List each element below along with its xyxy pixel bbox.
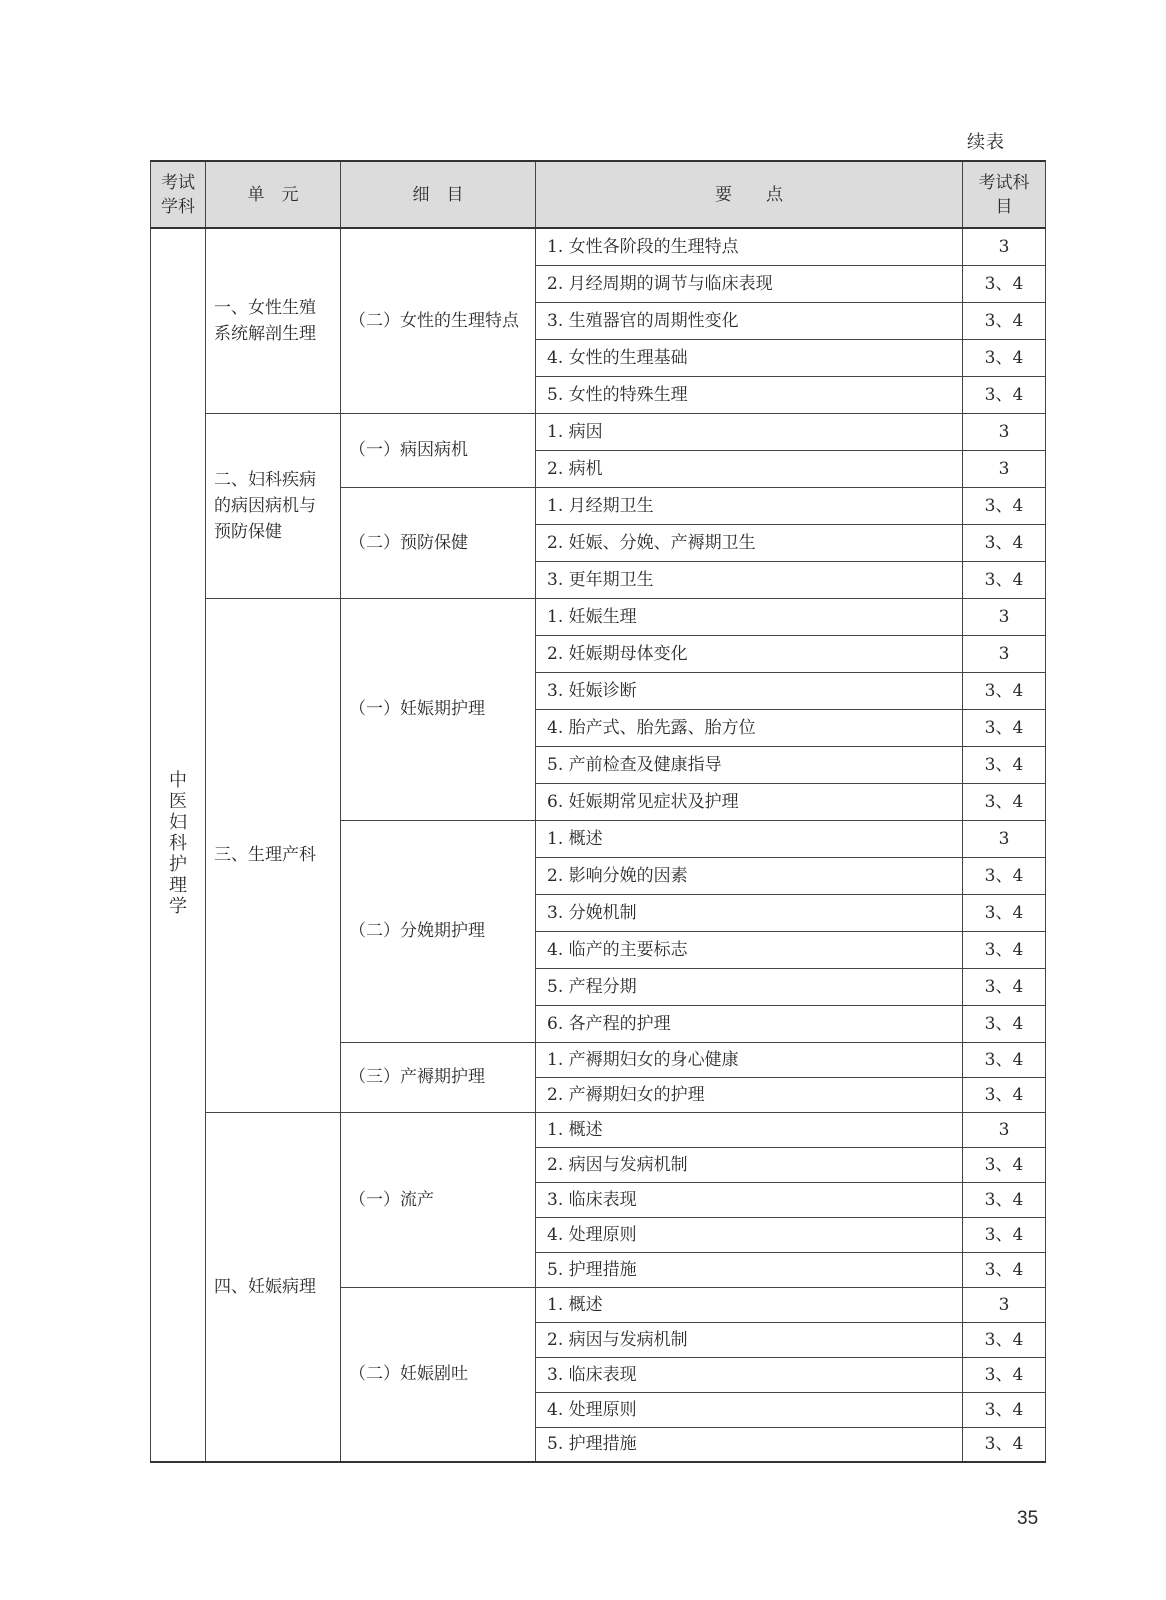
score-cell: 3 [963, 413, 1046, 450]
point-cell: 5. 护理措施 [536, 1252, 963, 1287]
point-cell: 6. 各产程的护理 [536, 1005, 963, 1042]
point-cell: 4. 处理原则 [536, 1217, 963, 1252]
table-row [151, 413, 1046, 450]
point-cell: 4. 处理原则 [536, 1392, 963, 1427]
point-cell: 5. 产程分期 [536, 968, 963, 1005]
table-caption: 续表 [967, 132, 1005, 153]
score-cell: 3、4 [963, 1077, 1046, 1112]
detail-cell: （二）女性的生理特点 [341, 228, 536, 413]
score-cell: 3、4 [963, 1005, 1046, 1042]
point-cell: 1. 概述 [536, 820, 963, 857]
unit-cell: 一、女性生殖系统解剖生理 [206, 228, 341, 413]
syllabus-table [150, 160, 1046, 1463]
point-cell: 6. 妊娠期常见症状及护理 [536, 783, 963, 820]
score-cell: 3、4 [963, 1252, 1046, 1287]
detail-cell: （二）分娩期护理 [341, 820, 536, 1042]
header-score: 考试科目 [963, 161, 1046, 228]
score-cell: 3 [963, 598, 1046, 635]
detail-cell: （一）流产 [341, 1112, 536, 1287]
score-cell: 3 [963, 820, 1046, 857]
unit-cell: 三、生理产科 [206, 598, 341, 1112]
score-cell: 3、4 [963, 1042, 1046, 1077]
point-cell: 3. 妊娠诊断 [536, 672, 963, 709]
point-cell: 1. 概述 [536, 1287, 963, 1322]
point-cell: 5. 产前检查及健康指导 [536, 746, 963, 783]
point-cell: 1. 妊娠生理 [536, 598, 963, 635]
unit-cell: 四、妊娠病理 [206, 1112, 341, 1462]
point-cell: 4. 临产的主要标志 [536, 931, 963, 968]
header-unit: 单 元 [206, 161, 341, 228]
score-cell: 3 [963, 1287, 1046, 1322]
point-cell: 3. 更年期卫生 [536, 561, 963, 598]
score-cell: 3、4 [963, 857, 1046, 894]
point-cell: 2. 病因与发病机制 [536, 1322, 963, 1357]
score-cell: 3、4 [963, 339, 1046, 376]
detail-cell: （二）预防保健 [341, 487, 536, 598]
point-cell: 2. 月经周期的调节与临床表现 [536, 265, 963, 302]
score-cell: 3、4 [963, 1217, 1046, 1252]
score-cell: 3、4 [963, 709, 1046, 746]
header-subject: 考试学科 [151, 161, 206, 228]
score-cell: 3、4 [963, 1147, 1046, 1182]
score-cell: 3、4 [963, 746, 1046, 783]
score-cell: 3 [963, 635, 1046, 672]
point-cell: 5. 护理措施 [536, 1427, 963, 1462]
point-cell: 5. 女性的特殊生理 [536, 376, 963, 413]
detail-cell: （一）病因病机 [341, 413, 536, 487]
score-cell: 3 [963, 228, 1046, 265]
score-cell: 3、4 [963, 1182, 1046, 1217]
detail-cell: （一）妊娠期护理 [341, 598, 536, 820]
score-cell: 3、4 [963, 265, 1046, 302]
point-cell: 2. 病机 [536, 450, 963, 487]
unit-cell: 二、妇科疾病的病因病机与预防保健 [206, 413, 341, 598]
detail-cell: （二）妊娠剧吐 [341, 1287, 536, 1462]
point-cell: 3. 临床表现 [536, 1182, 963, 1217]
point-cell: 3. 分娩机制 [536, 894, 963, 931]
score-cell: 3 [963, 450, 1046, 487]
header-row [151, 161, 1046, 228]
score-cell: 3、4 [963, 561, 1046, 598]
page-number: 35 [1017, 1508, 1039, 1529]
score-cell: 3、4 [963, 376, 1046, 413]
header-point: 要 点 [536, 161, 963, 228]
score-cell: 3、4 [963, 672, 1046, 709]
score-cell: 3、4 [963, 931, 1046, 968]
detail-cell: （三）产褥期护理 [341, 1042, 536, 1112]
table-row [151, 228, 1046, 265]
point-cell: 1. 月经期卫生 [536, 487, 963, 524]
score-cell: 3、4 [963, 487, 1046, 524]
point-cell: 1. 概述 [536, 1112, 963, 1147]
score-cell: 3、4 [963, 1322, 1046, 1357]
point-cell: 2. 妊娠期母体变化 [536, 635, 963, 672]
point-cell: 2. 病因与发病机制 [536, 1147, 963, 1182]
score-cell: 3、4 [963, 524, 1046, 561]
point-cell: 2. 产褥期妇女的护理 [536, 1077, 963, 1112]
point-cell: 1. 产褥期妇女的身心健康 [536, 1042, 963, 1077]
point-cell: 4. 胎产式、胎先露、胎方位 [536, 709, 963, 746]
table-row [151, 598, 1046, 635]
point-cell: 2. 影响分娩的因素 [536, 857, 963, 894]
score-cell: 3 [963, 1112, 1046, 1147]
score-cell: 3、4 [963, 894, 1046, 931]
score-cell: 3、4 [963, 302, 1046, 339]
score-cell: 3、4 [963, 1427, 1046, 1462]
point-cell: 3. 临床表现 [536, 1357, 963, 1392]
score-cell: 3、4 [963, 783, 1046, 820]
subject-cell [151, 228, 206, 1462]
table-row [151, 1112, 1046, 1147]
score-cell: 3、4 [963, 968, 1046, 1005]
point-cell: 3. 生殖器官的周期性变化 [536, 302, 963, 339]
score-cell: 3、4 [963, 1392, 1046, 1427]
header-detail: 细 目 [341, 161, 536, 228]
point-cell: 1. 病因 [536, 413, 963, 450]
subject-label: 中医妇科护理学 [169, 770, 187, 917]
point-cell: 2. 妊娠、分娩、产褥期卫生 [536, 524, 963, 561]
point-cell: 4. 女性的生理基础 [536, 339, 963, 376]
point-cell: 1. 女性各阶段的生理特点 [536, 228, 963, 265]
score-cell: 3、4 [963, 1357, 1046, 1392]
